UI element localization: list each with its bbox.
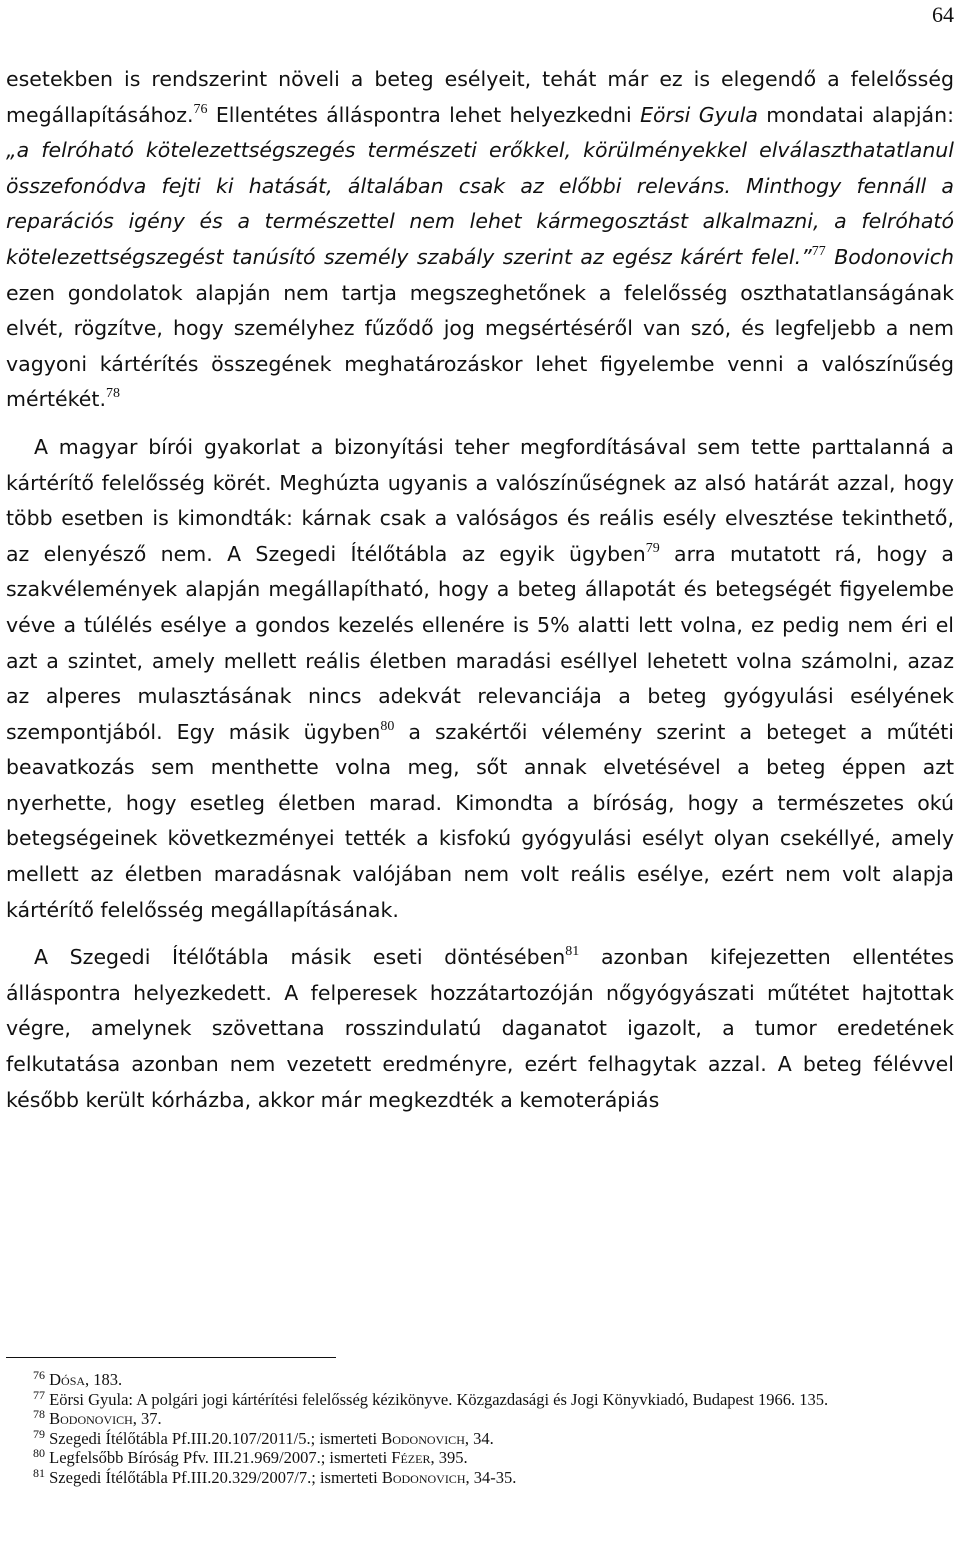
footnote xyxy=(6,1448,956,1468)
footnote-separator xyxy=(6,1357,336,1358)
page-number: 64 xyxy=(932,2,954,27)
footnote xyxy=(6,1387,956,1410)
text-run: Legfelsőbb Bíróság Pfv. III.21.969/2007.; ismerteti xyxy=(49,1448,392,1467)
text-run: , 183. xyxy=(85,1370,123,1389)
text-run: , 34-35. xyxy=(465,1467,517,1487)
footnote-ref: 76 xyxy=(193,101,208,117)
text-run: Szegedi Ítélőtábla Pf.III.20.107/2011/5.; ismerteti xyxy=(49,1428,382,1448)
footnote xyxy=(6,1465,956,1488)
footnote-number: 79 xyxy=(33,1426,45,1441)
body-text xyxy=(6,62,954,1118)
footnote xyxy=(6,1409,956,1429)
footnote-number: 81 xyxy=(33,1465,45,1480)
paragraph xyxy=(6,62,954,418)
footnote-number: 80 xyxy=(33,1446,45,1460)
footnote xyxy=(6,1370,956,1390)
footnote-number: 78 xyxy=(33,1407,45,1421)
text-run: azonban kifejezetten ellentétes álláspontra helyezkedett. A felperesek hozzátartozóján nőgyógyászati műtétet hajtottak végre, amelynek szövettana rosszindulatú daganatot igazolt, a tumor eredetének felkutatása azonban nem vezetett eredményre, ezért felhagytak azzal. A beteg félévvel később került kórházba, akkor már megkezdték a kemoterápiás xyxy=(6,945,954,1112)
footnote-number: 77 xyxy=(33,1387,45,1402)
author-name: Fézer xyxy=(391,1448,431,1467)
text-run: , 395. xyxy=(430,1448,468,1467)
author-name: Bodonovich xyxy=(381,1428,465,1448)
author-name: Bodonovich xyxy=(381,1467,466,1487)
text-run: Szegedi Ítélőtábla Pf.III.20.329/2007/7.; ismerteti xyxy=(49,1467,382,1487)
text-run: ezen gondolatok alapján nem tartja megszeghetőnek a felelősség oszthatatlanságának elvét, rögzítve, hogy személyhez fűződő jog megsértéséről van szó, és legfeljebb a nem vagyoni kártérítés összegének meghatározáskor lehet figyelembe venni a valószínűség mértékét. xyxy=(6,280,954,412)
italic-text: Eörsi Gyula xyxy=(640,102,758,127)
text-run: , 37. xyxy=(132,1409,162,1428)
text-run: arra mutatott rá, hogy a szakvélemények alapján megállapítható, hogy a beteg állapotát és betegségét figyelembe véve a túlélés esélye a gondos kezelés ellenére is 5% alatti lett volna, ez pedig nem éri el azt a szintet, amely mellett reális életben maradási eséllyel lehetett volna számolni, azaz az alperes mulasztásának nincs adekvát relevanciája a beteg gyógyulási esélyének szempontjából. Egy másik ügyben xyxy=(6,541,954,744)
footnote-ref: 78 xyxy=(105,386,120,402)
footnote-ref: 80 xyxy=(380,718,395,734)
text-run xyxy=(826,245,834,269)
text-run: esetekben is rendszerint növeli a beteg esélyeit, tehát már ez is elegendő a felelősség megállapításához. xyxy=(6,67,954,127)
footnote-ref: 77 xyxy=(811,243,826,259)
text-run: A Szegedi Ítélőtábla másik eseti döntésében xyxy=(34,945,566,970)
text-run: , 34. xyxy=(464,1428,494,1448)
text-run: Eörsi Gyula: A polgári jogi kártérítési felelősség kézikönyve. Közgazdasági és Jogi Könyvkiadó, Budapest 1966. 135. xyxy=(49,1389,829,1409)
paragraph xyxy=(6,940,954,1118)
paragraph xyxy=(6,430,954,928)
italic-text: „a felróható kötelezettségszegés természeti erőkkel, körülményekkel elválaszthatatlanul összefonódva fejti ki hatását, általában csak az előbbi releváns. Minthogy fennáll a reparációs igény és a természettel nem lehet kármegosztást alkalmazni, a felróható kötelezettségszegést tanúsító személy szabály szerint az egész kárért felel.” xyxy=(6,138,954,269)
footnote-ref: 79 xyxy=(645,540,660,556)
footnote-number: 76 xyxy=(33,1368,45,1382)
author-name: Dósa xyxy=(49,1370,86,1389)
author-name: Bodonovich xyxy=(49,1409,133,1428)
text-run: A magyar bírói gyakorlat a bizonyítási teher megfordításával sem tette parttalanná a kártérítő felelősség körét. Meghúzta ugyanis a valószínűségnek az alsó határát azzal, hogy több esetben is kimondták: kárnak csak a valóságos és reális esély elvesztése tekinthető, az elenyésző nem. A Szegedi Ítélőtábla az egyik ügyben xyxy=(6,434,954,566)
italic-text: Bodonovich xyxy=(834,244,954,269)
footnotes xyxy=(6,1370,956,1487)
text-run: a szakértői vélemény szerint a beteget a műtéti beavatkozás sem menthette volna meg, sőt annak elvetésével a beteg éppen azt nyerhette, hogy esetleg életben marad. Kimondta a bíróság, hogy a természetes okú betegségeinek következményei tették a kisfokú gyógyulási esélyt olyan csekéllyé, amely mellett az életben maradásnak valójában nem volt reális esélye, ezért nem volt alapja kártérítő felelősség megállapításának. xyxy=(6,719,954,922)
footnote xyxy=(6,1426,956,1449)
text-run: Ellentétes álláspontra lehet helyezkedni xyxy=(207,102,641,127)
text-run: mondatai alapján: xyxy=(757,102,954,127)
footnote-ref: 81 xyxy=(565,944,580,960)
